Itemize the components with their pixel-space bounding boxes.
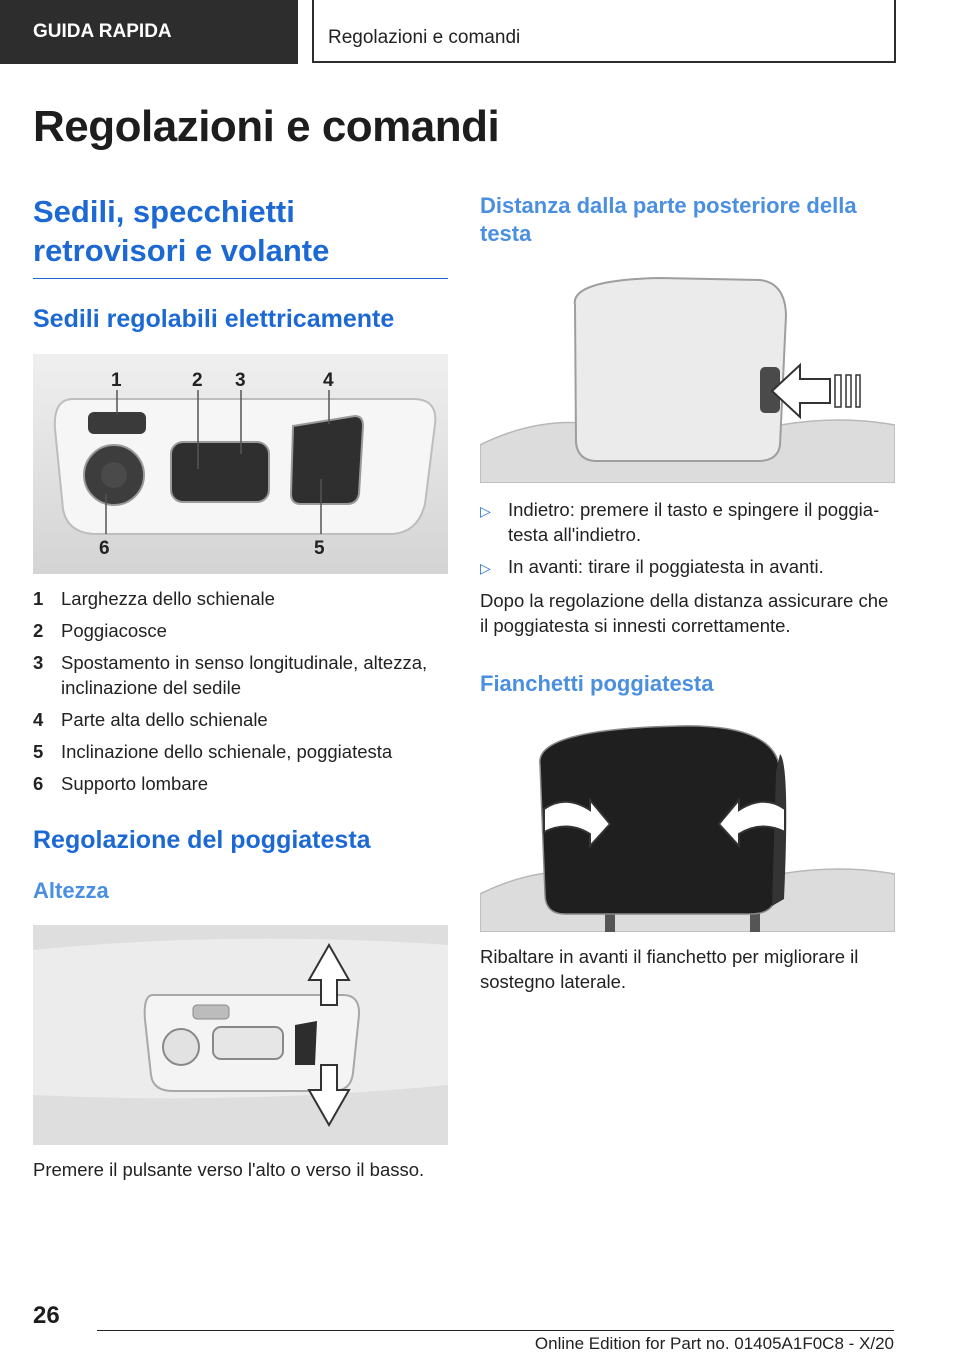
header-section-label: GUIDA RAPIDA	[33, 21, 172, 42]
fig-label-1: 1	[111, 370, 122, 391]
fig-label-2: 2	[192, 370, 203, 391]
header-chapter-tab	[312, 0, 896, 63]
legend-item: 5 Inclinazione dello schienale, poggiatesta	[33, 741, 393, 762]
left-column	[33, 192, 448, 1182]
legend-item: 1 Larghezza dello schienale	[33, 588, 275, 609]
footer-divider	[97, 1330, 894, 1331]
section-heading-seats: Sedili, specchietti retrovisori e volante	[33, 192, 448, 279]
page-number: 26	[33, 1302, 60, 1329]
fig-label-4: 4	[323, 370, 334, 391]
heading-height: Altezza	[33, 878, 109, 903]
wings-instruction: Ribaltare in avanti il fianchetto per migliorare il sostegno laterale.	[480, 946, 859, 992]
list-item: ▷ In avanti: tirare il poggiatesta in avanti.	[480, 554, 895, 581]
fig-label-6: 6	[99, 538, 110, 559]
headrest-height-figure	[33, 925, 448, 1145]
height-instruction: Premere il pulsante verso l'alto o verso il basso.	[33, 1159, 425, 1180]
headrest-distance-illustration	[480, 275, 895, 483]
header-chapter-label: Regolazioni e comandi	[328, 27, 521, 48]
triangle-bullet-icon: ▷	[480, 503, 491, 519]
heading-headrest-wings: Fianchetti poggiatesta	[480, 671, 714, 696]
seat-controls-figure	[33, 354, 448, 574]
fig-label-5: 5	[314, 538, 325, 559]
distance-note: Dopo la regolazione della distanza assicurare che il poggiatesta si innesti correttamente.	[480, 590, 889, 636]
seat-controls-legend	[33, 586, 448, 796]
legend-item: 2 Poggiacosce	[33, 620, 167, 641]
seat-controls-illustration	[33, 354, 448, 574]
triangle-bullet-icon: ▷	[480, 560, 491, 576]
heading-headrest-adjust: Regolazione del poggiatesta	[33, 826, 371, 854]
heading-electric-seats: Sedili regolabili elettricamente	[33, 305, 395, 333]
headrest-distance-figure	[480, 275, 895, 483]
fig-label-3: 3	[235, 370, 246, 391]
headrest-wings-illustration	[480, 724, 895, 932]
headrest-wings-figure	[480, 724, 895, 932]
footer-edition: Online Edition for Part no. 01405A1F0C8 - X/20	[534, 1334, 894, 1353]
heading-head-distance: Distanza dalla parte posteriore della testa	[480, 193, 857, 246]
headrest-height-illustration	[33, 925, 448, 1145]
page-title: Regolazioni e comandi	[33, 102, 500, 151]
right-column	[480, 192, 895, 994]
legend-item: 6 Supporto lombare	[33, 773, 209, 794]
header-section-tab	[0, 0, 298, 64]
list-item: ▷ Indietro: premere il tasto e spingere il poggia‐testa all'indietro.	[480, 499, 880, 545]
distance-steps	[480, 497, 895, 581]
legend-item: 3 Spostamento in senso longitudinale, altezza, inclinazione del sedile	[33, 652, 428, 698]
legend-item: 4 Parte alta dello schienale	[33, 709, 268, 730]
